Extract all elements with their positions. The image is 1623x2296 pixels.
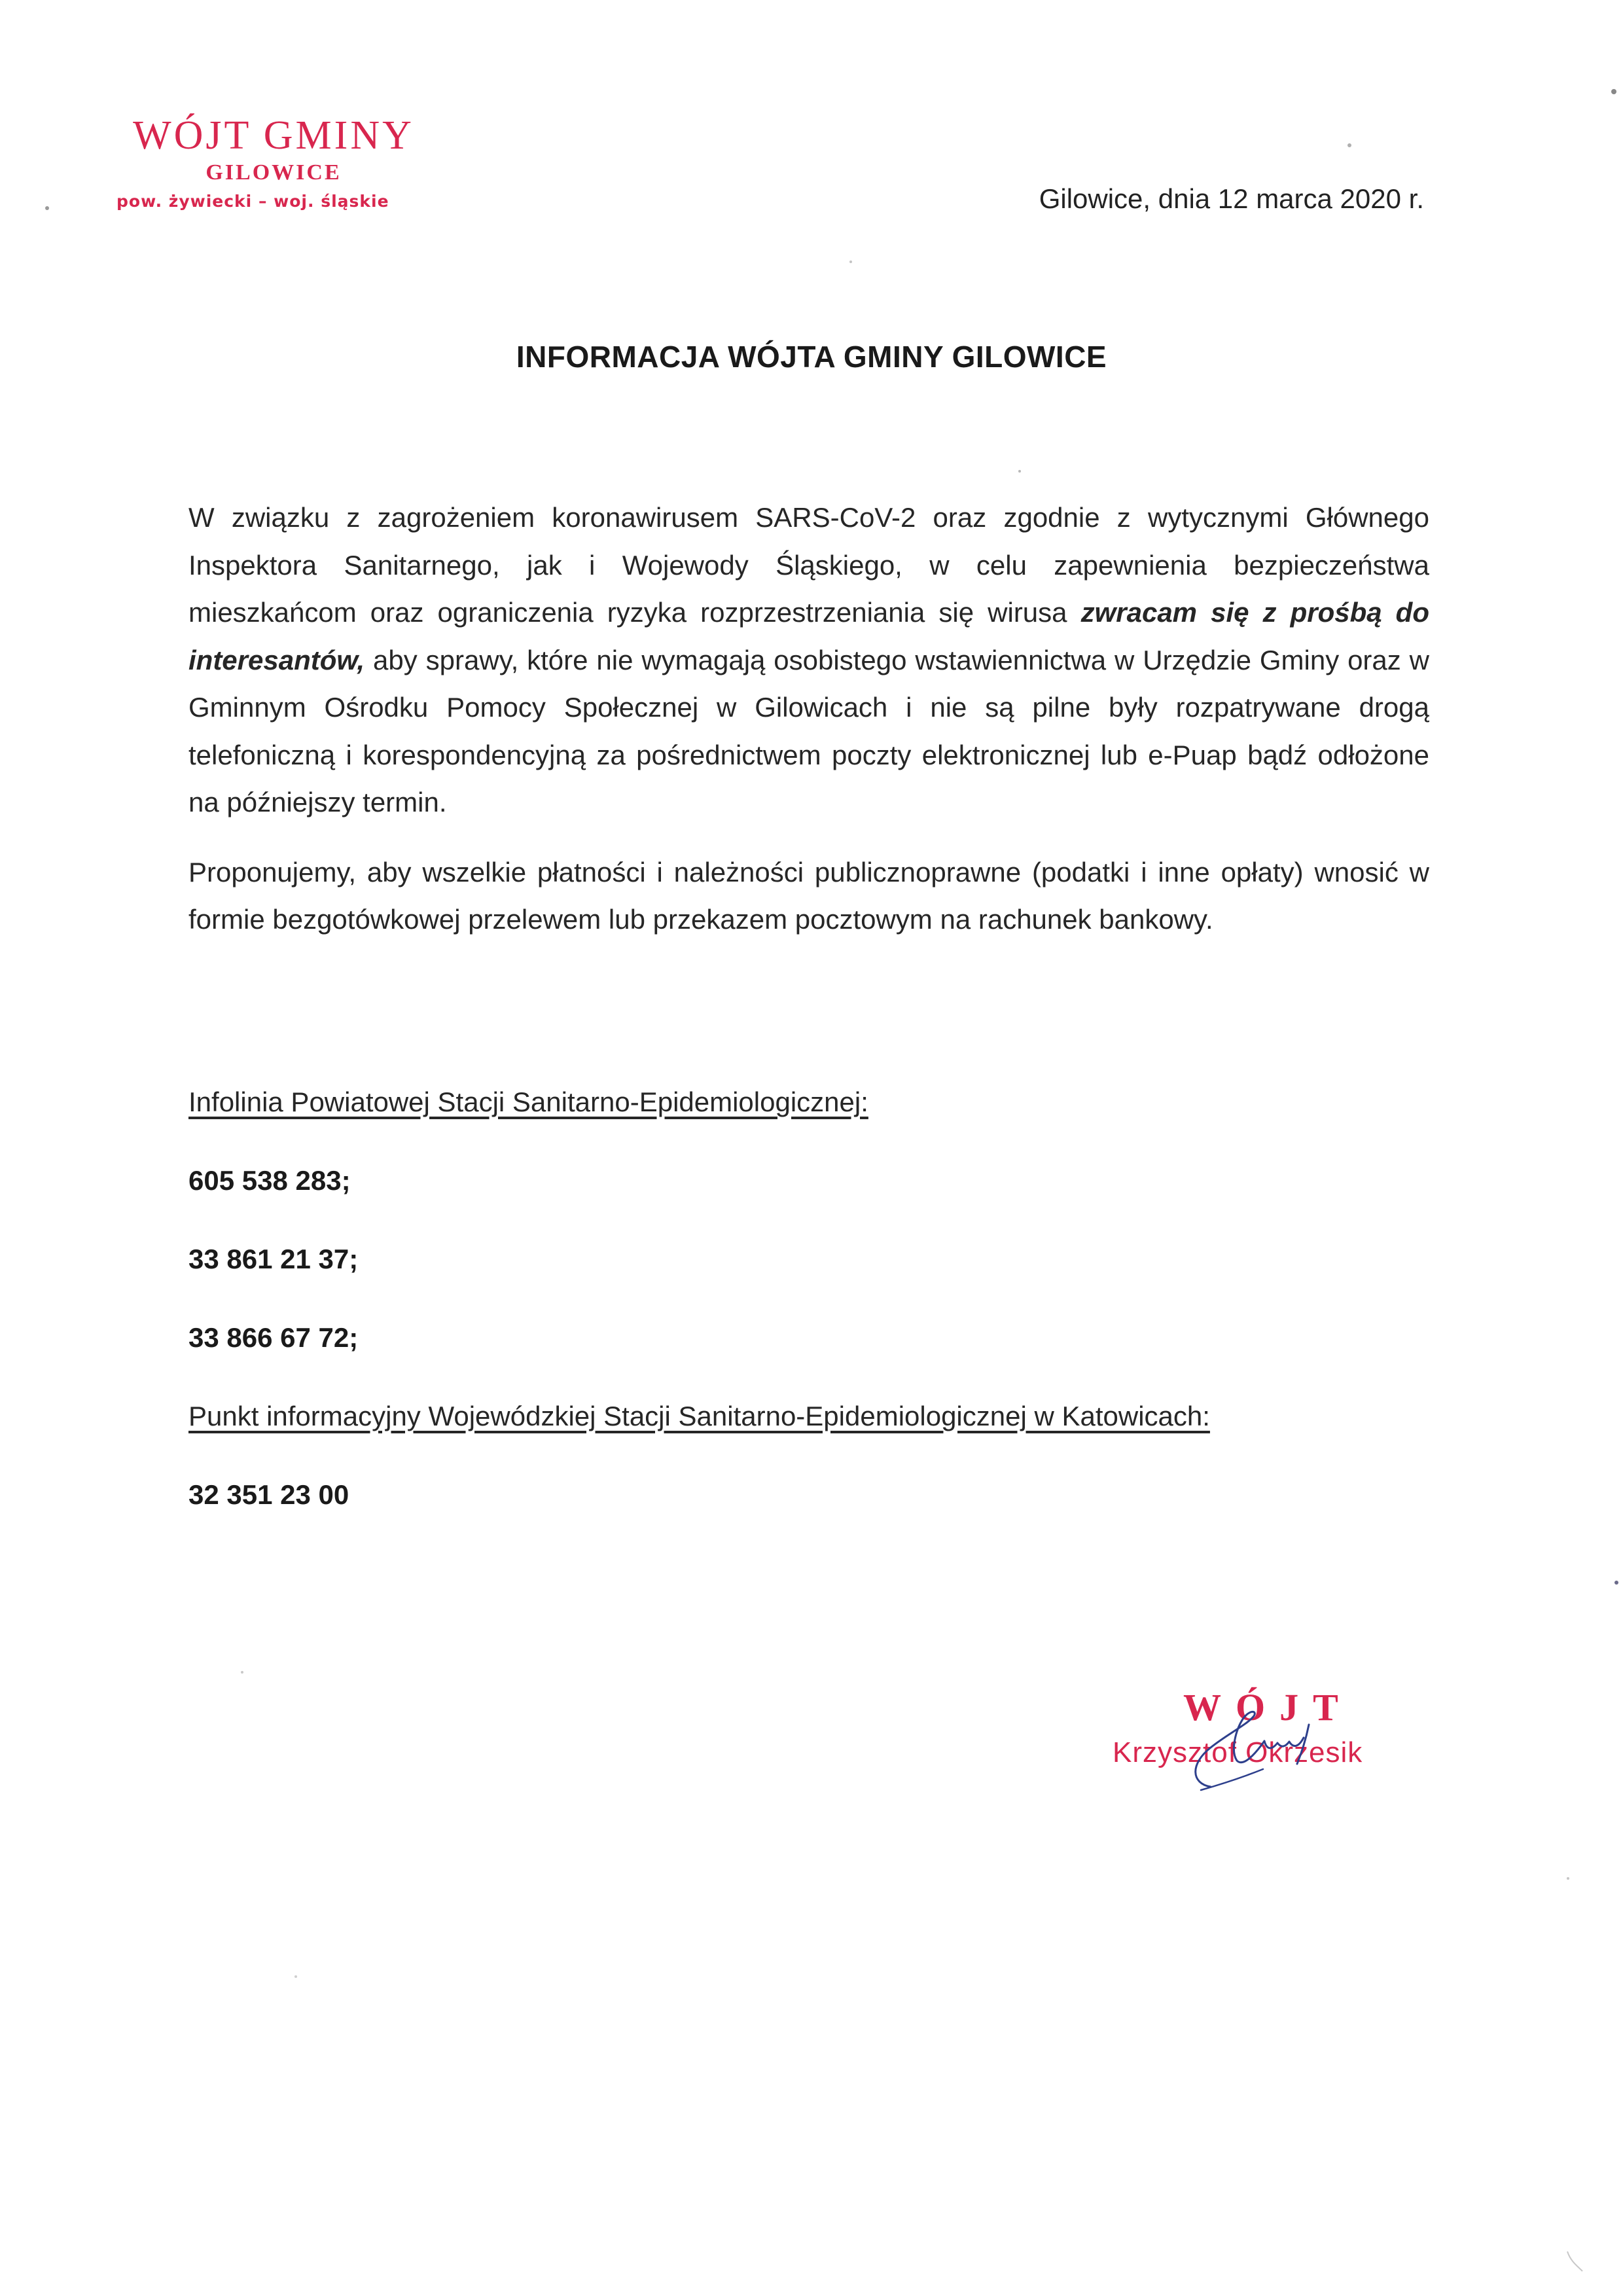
phone-number: 33 866 67 72;	[188, 1322, 359, 1353]
stamp-region: pow. żywiecki – woj. śląskie	[116, 192, 389, 211]
phone-number: 605 538 283;	[188, 1165, 351, 1196]
document-title: INFORMACJA WÓJTA GMINY GILOWICE	[516, 340, 1107, 374]
signature-name-stamp: Krzysztof Okrzesik	[1113, 1736, 1363, 1768]
phone-number: 33 861 21 37;	[188, 1244, 359, 1274]
wojewodzka-info-point-label: Punkt informacyjny Wojewódzkiej Stacji Sanitarno-Epidemiologicznej w Katowicach:	[188, 1401, 1210, 1431]
paragraph-request-emphasis: zwracam się z prośbą do interesantów,	[188, 597, 1429, 675]
powiatowa-infoline-label: Infolinia Powiatowej Stacji Sanitarno-Epidemiologicznej:	[188, 1086, 868, 1117]
stamp-municipality: GILOWICE	[205, 160, 342, 185]
stamp-office-title: WÓJT GMINY	[133, 113, 414, 158]
phone-number: 32 351 23 00	[188, 1479, 349, 1510]
paragraph-request-start: W związku z zagrożeniem koronawirusem SARS-CoV-2 oraz zgodnie z wytycznymi Głównego Inspektora Sanitarnego, jak i Wojewody Śląskiego, w celu zapewnienia bezpieczeństwa mieszkańcom oraz ograniczenia ryzyka rozprzestrzeniania się wirusa	[188, 502, 1429, 628]
paragraph-payments: Proponujemy, aby wszelkie płatności i należności publicznoprawne (podatki i inne opłaty) wnosić w formie bezgotówkowej przelewem lub przekazem pocztowym na rachunek bankowy.	[188, 856, 1429, 935]
date-line: Gilowice, dnia 12 marca 2020 r.	[1039, 183, 1424, 214]
paragraph-request-end: aby sprawy, które nie wymagają osobistego wstawiennictwa w Urzędzie Gminy oraz w Gminnym Ośrodku Pomocy Społecznej w Gilowicach i nie są pilne były rozpatrywane drogą telefoniczną i korespondencyjną za pośrednictwem poczty elektronicznej lub e-Puap bądź odłożone na późniejszy termin.	[188, 644, 1429, 817]
signature-title-stamp: WÓJT	[1183, 1686, 1353, 1729]
